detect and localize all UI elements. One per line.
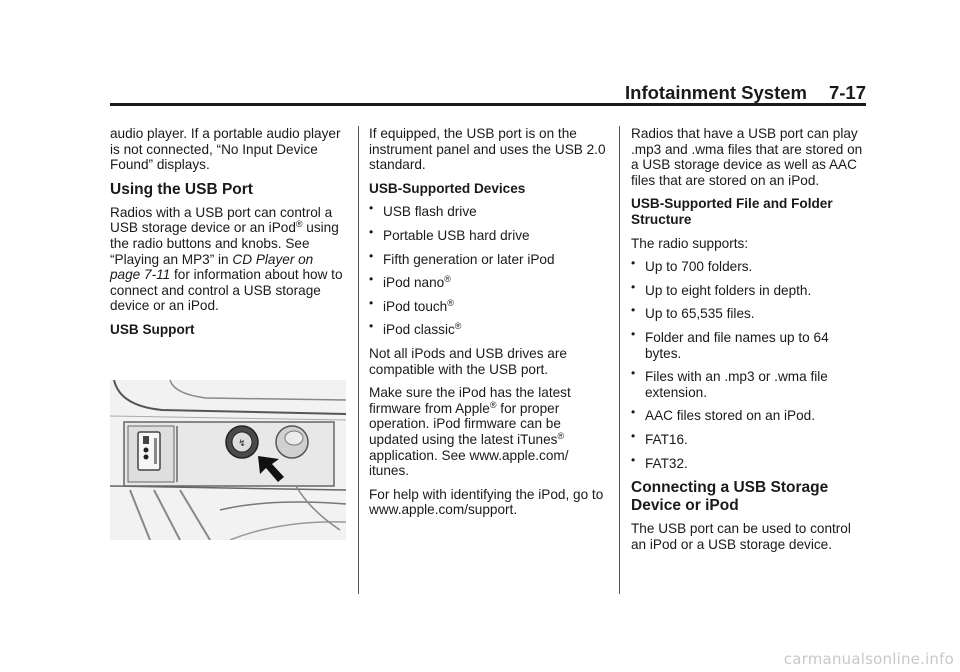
list-item-text: Files with an .mp3 or .wma file extension. — [645, 369, 828, 400]
paragraph-file-types: Radios that have a USB port can play .mp3 and .wma files that are stored on a USB storage device as well as AAC files that are stored on an iPod. — [631, 126, 863, 188]
paragraph-usb-port-use: The USB port can be used to control an iPod or a USB storage device. — [631, 521, 851, 552]
text-segment: application. See www.apple.com/ itunes. — [369, 447, 569, 479]
cross-reference-link[interactable]: CD Player on page 7-11 — [110, 251, 314, 283]
usb-port-illustration — [110, 380, 346, 540]
registered-mark: ® — [557, 430, 565, 441]
list-item — [631, 456, 867, 472]
list-item — [631, 283, 867, 299]
paragraph-radio-supports: The radio supports: — [631, 235, 749, 251]
text-segment: for proper operation. iPod firmware can be updated using the latest iTunes — [369, 400, 561, 447]
column-divider-1 — [358, 126, 359, 594]
list-item — [369, 322, 609, 338]
list-item-text: Up to 700 folders. — [645, 259, 753, 275]
list-item — [631, 432, 867, 448]
header-text — [625, 82, 866, 104]
watermark: carmanualsonline.info — [783, 650, 954, 668]
list-item-text: USB flash drive — [383, 204, 477, 220]
paragraph-intro: audio player. If a portable audio player is not connected, “No Input Device Found” displays. — [110, 126, 341, 173]
page-header — [110, 80, 866, 108]
list-item-text: iPod touch — [383, 298, 448, 314]
supported-devices-list — [369, 204, 609, 338]
header-rule — [110, 103, 866, 106]
page-number: 7-17 — [828, 82, 866, 103]
text-segment: Make sure the iPod has the latest firmware from Apple — [369, 385, 571, 416]
list-item — [369, 275, 609, 291]
paragraph-usb-location: If equipped, the USB port is on the instrument panel and uses the USB 2.0 standard. — [369, 126, 606, 173]
list-item-text: AAC files stored on an iPod. — [645, 408, 816, 424]
list-item — [631, 408, 867, 424]
list-item — [369, 299, 609, 315]
paragraph-usb-control — [110, 205, 346, 314]
subheading-usb-support: USB Support — [110, 321, 195, 337]
list-item-text: Portable USB hard drive — [383, 227, 530, 243]
heading-connecting-usb: Connecting a USB Storage Device or iPod — [631, 479, 829, 515]
heading-using-usb-port: Using the USB Port — [110, 180, 253, 198]
list-item-text: Folder and file names up to 64 bytes. — [645, 329, 829, 361]
supported-structure-list — [631, 259, 867, 471]
text-segment: using the radio buttons and knobs. See “Playing an MP3” in — [110, 220, 339, 267]
column-1 — [110, 126, 346, 346]
list-item-text: Fifth generation or later iPod — [383, 251, 555, 267]
subheading-file-structure: USB-Supported File and Folder Structure — [631, 196, 833, 227]
registered-mark: ® — [447, 297, 454, 308]
list-item — [369, 228, 609, 244]
list-item-text: iPod classic — [383, 322, 455, 338]
list-item — [631, 306, 867, 322]
column-3 — [631, 126, 867, 560]
list-item — [631, 259, 867, 275]
list-item-text: FAT32. — [645, 455, 688, 471]
list-item — [631, 330, 867, 361]
subheading-supported-devices: USB-Supported Devices — [369, 180, 526, 196]
list-item-text: iPod nano — [383, 275, 445, 291]
column-divider-2 — [619, 126, 620, 594]
list-item — [631, 369, 867, 400]
list-item-text: FAT16. — [645, 431, 688, 447]
registered-mark: ® — [454, 321, 462, 332]
text-segment: Radios with a USB port can control a USB storage device or an iPod — [110, 204, 333, 236]
list-item — [369, 204, 609, 220]
list-item-text: Up to 65,535 files. — [645, 306, 755, 322]
section-title: Infotainment System — [625, 82, 807, 103]
list-item — [369, 252, 609, 268]
registered-mark: ® — [295, 219, 303, 230]
svg-text:↯: ↯ — [238, 439, 246, 449]
registered-mark: ® — [489, 399, 497, 410]
text-segment: for information about how to connect and control a USB storage device or an iPod. — [110, 267, 343, 314]
column-2 — [369, 126, 609, 526]
paragraph-firmware — [369, 385, 609, 479]
paragraph-compatibility: Not all iPods and USB drives are compatible with the USB port. — [369, 345, 567, 377]
usb-port-drawing — [110, 380, 346, 540]
paragraph-support: For help with identifying the iPod, go to www.apple.com/support. — [369, 486, 604, 518]
list-item-text: Up to eight folders in depth. — [645, 282, 812, 298]
registered-mark: ® — [444, 274, 451, 285]
